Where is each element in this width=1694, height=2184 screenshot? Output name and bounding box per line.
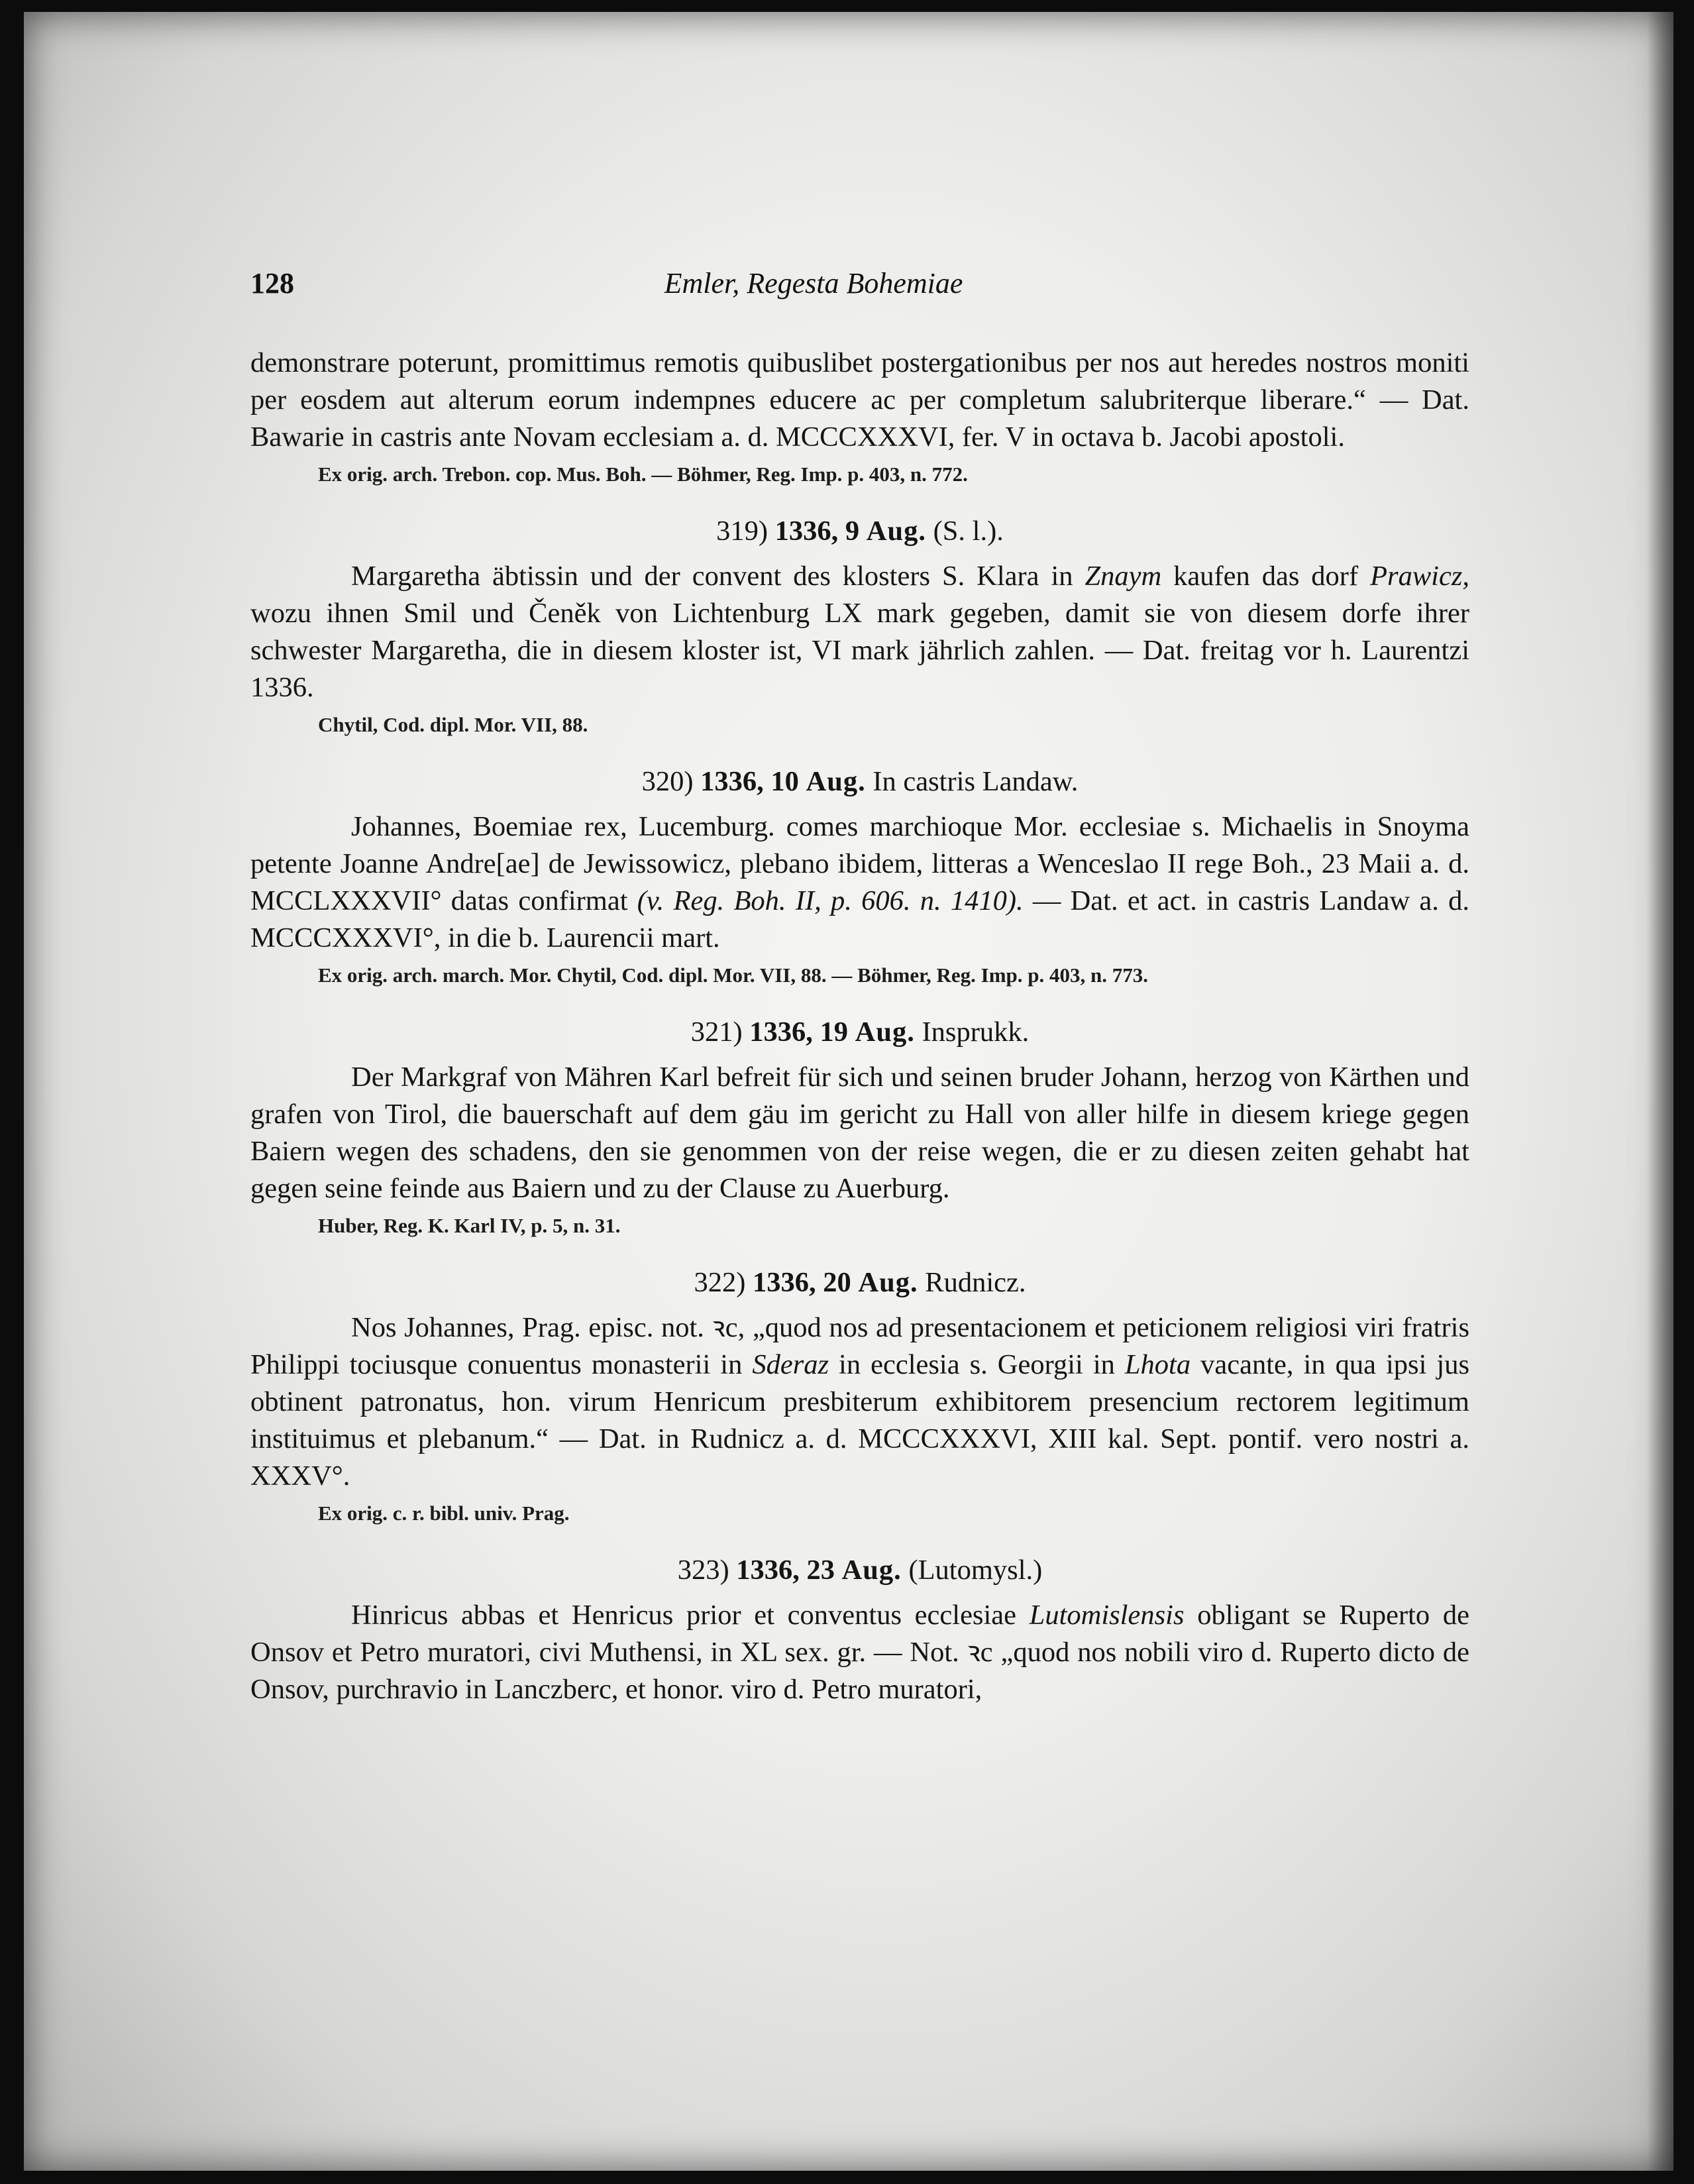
body-text: Hinricus abbas et Henricus prior et conventus ecclesiae [351, 1600, 1030, 1631]
entry-source-321: Huber, Reg. K. Karl IV, p. 5, n. 31. [318, 1214, 621, 1237]
entry-date: 1336, 23 [736, 1555, 835, 1586]
page-edge-shadow [1647, 12, 1673, 2171]
body-text: Margaretha äbtissin und der convent des klosters S. Klara in [351, 561, 1085, 592]
body-italic: Znaym [1085, 561, 1162, 592]
page-header [250, 266, 1469, 313]
entry-month: Aug. [855, 1016, 915, 1048]
body-text: obligant se Ruperto de Onsov et Petro muratori, civi Muthensi, in XL sex. gr. — Not. ꝛc „quod nos nobili viro d. Ruperto dicto de Onsov, purchravio in Lanczberc, et honor. viro d. Petro muratori, [250, 1600, 1469, 1705]
entry-body-323 [250, 1597, 1469, 1708]
body-text: — Dat. et act. in castris Landaw a. d. MCCCXXXVI°, in die b. Laurencii mart. [250, 885, 1470, 954]
entry-heading-321 [250, 1014, 1469, 1051]
entry-number: 319) [716, 516, 768, 547]
body-text: Der Markgraf von Mähren Karl befreit für sich und seinen bruder Johann, herzog von Kärthen und grafen von Tirol, die bauerschaft auf dem gäu im gericht zu Hall von aller hilfe in diesem kriege gegen Baiern wegen des schadens, den sie genommen von der reise wegen, die er zu diesen zeiten gehabt hat gegen seine feinde aus Baiern und zu der Clause zu Auerburg. [250, 1062, 1469, 1204]
entry-source-320: Ex orig. arch. march. Mor. Chytil, Cod. dipl. Mor. VII, 88. — Böhmer, Reg. Imp. p. 403, n. 773. [318, 963, 1149, 987]
continuation-text: demonstrare poterunt, promittimus remotis quibuslibet postergationibus per nos aut heredes nostros moniti per eosdem aut alterum eorum indempnes educere ac per completum salubriterque liberare.“ — Dat. Bawarie in castris ante Novam ecclesiam a. d. MCCCXXXVI, fer. V in octava b. Jacobi apostoli. [250, 347, 1469, 453]
body-italic: Prawicz, [1370, 561, 1469, 592]
body-italic: Lutomislensis [1029, 1600, 1185, 1631]
running-title: Emler, Regesta Bohemiae [664, 267, 963, 300]
entry-number: 322) [694, 1267, 746, 1298]
body-text: Nos Johannes, Prag. episc. not. ꝛc, „quod nos ad presentacionem et peticionem religiosi viri fratris Philippi tociusque conuentus monasterii in [250, 1312, 1469, 1380]
body-text: kaufen das dorf [1161, 561, 1371, 592]
body-text: vacante, in qua ipsi jus obtinent patronatus, hon. virum Henricum presbiterum exhibitorem presencium rectorem legitimum instituimus et plebanum.“ — Dat. in Rudnicz a. d. MCCCXXXVI, XIII kal. Sept. pontif. vero nostri a. XXXV°. [250, 1349, 1469, 1492]
continuation-source: Ex orig. arch. Trebon. cop. Mus. Boh. — Böhmer, Reg. Imp. p. 403, n. 772. [318, 463, 968, 486]
body-italic: (v. Reg. Boh. II, p. 606. n. 1410). [637, 885, 1024, 916]
entry-source-319: Chytil, Cod. dipl. Mor. VII, 88. [318, 713, 588, 736]
entry-body-321 [250, 1059, 1469, 1207]
page-content [250, 345, 1469, 1708]
entry-heading-319 [250, 513, 1469, 550]
entry-number: 323) [677, 1555, 729, 1586]
entry-heading-320 [250, 763, 1469, 800]
entry-date: 1336, 9 [774, 516, 860, 547]
entry-heading-323 [250, 1552, 1469, 1589]
entry-place: Insprukk. [922, 1016, 1030, 1048]
entry-number: 320) [641, 766, 694, 797]
body-italic: Lhota [1124, 1349, 1191, 1380]
entry-date: 1336, 20 [753, 1267, 851, 1298]
entry-place: (Lutomysl.) [908, 1555, 1043, 1586]
entry-month: Aug. [858, 1267, 918, 1298]
entry-number: 321) [690, 1016, 743, 1048]
entry-date: 1336, 10 [700, 766, 799, 797]
entry-place: (S. l.). [933, 516, 1004, 547]
entry-month: Aug. [866, 516, 926, 547]
entry-place: In castris Landaw. [873, 766, 1079, 797]
entry-place: Rudnicz. [925, 1267, 1026, 1298]
entry-body-322 [250, 1309, 1469, 1495]
entry-source-322: Ex orig. c. r. bibl. univ. Prag. [318, 1502, 570, 1525]
entry-body-320 [250, 808, 1469, 957]
entry-body-319 [250, 558, 1469, 706]
body-text: wozu ihnen Smil und Čeněk von Lichtenburg LX mark gegeben, damit sie von diesem dorfe ihrer schwester Margaretha, die in diesem kloster ist, VI mark jährlich zahlen. — Dat. freitag vor h. Laurentzi 1336. [250, 598, 1469, 703]
body-text: Johannes, Boemiae rex, Lucemburg. comes marchioque Mor. ecclesiae s. Michaelis in Snoyma petente Joanne Andre[ae] de Jewissowicz, plebano ibidem, litteras a Wenceslao II rege Boh., 23 Maii a. d. MCCLXXXVII° datas confirmat [250, 811, 1469, 916]
body-text: in ecclesia s. Georgii in [829, 1349, 1125, 1380]
entry-month: Aug. [841, 1555, 902, 1586]
body-italic: Sderaz [752, 1349, 829, 1380]
entry-month: Aug. [806, 766, 866, 797]
entry-heading-322 [250, 1264, 1469, 1301]
entry-date: 1336, 19 [749, 1016, 849, 1048]
page-number: 128 [250, 267, 294, 300]
